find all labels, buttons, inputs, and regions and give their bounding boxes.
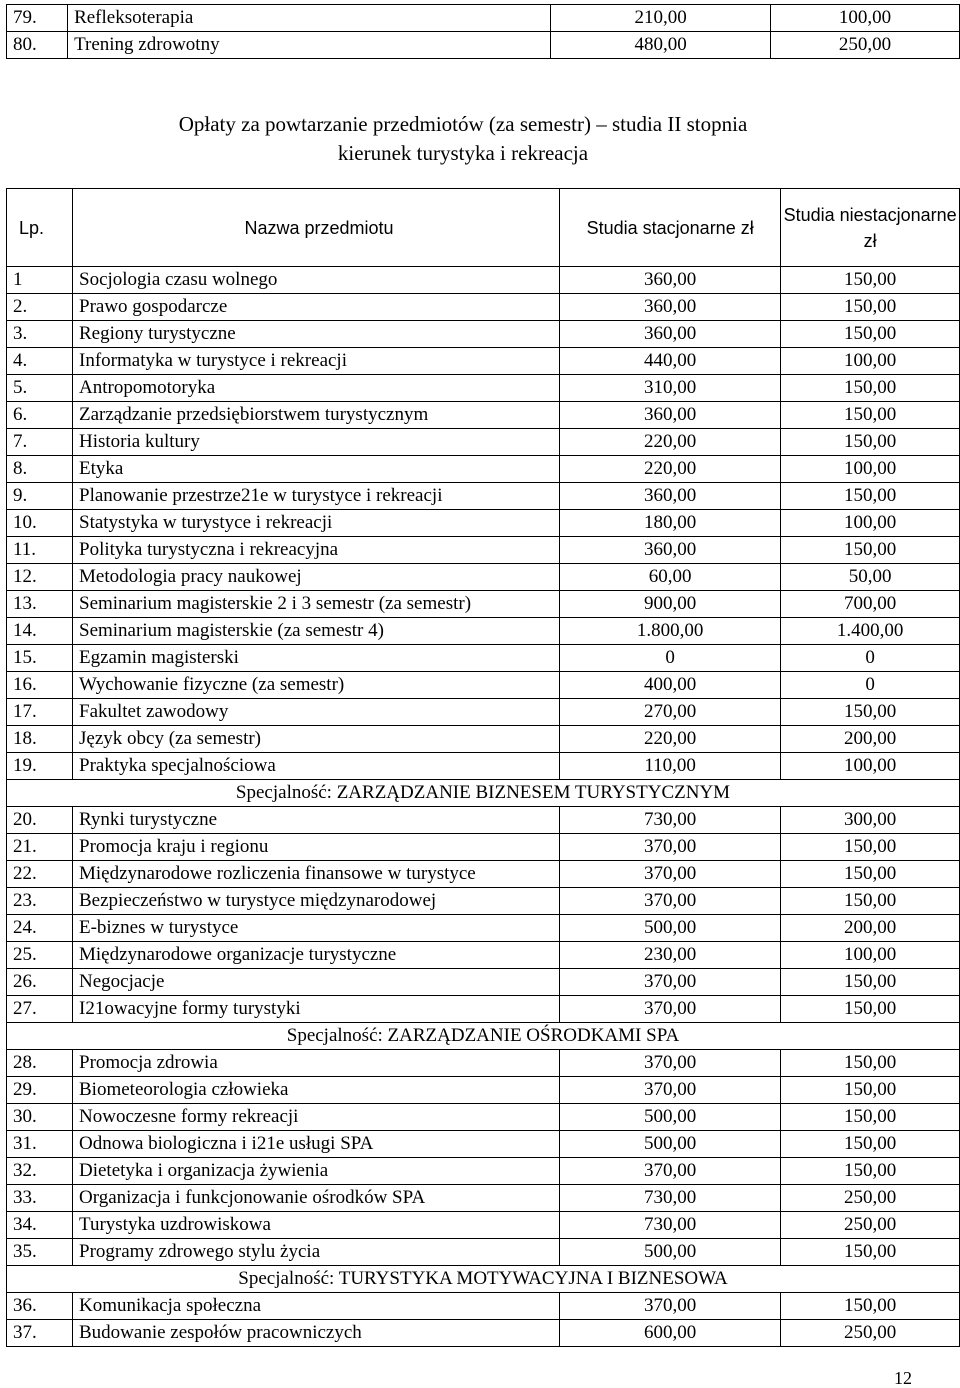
fee-stationary: 210,00 (551, 5, 771, 32)
fee-stationary: 310,00 (560, 375, 781, 402)
table-row (7, 32, 960, 59)
fee-non-stationary: 150,00 (781, 321, 960, 348)
fee-stationary: 0 (560, 645, 781, 672)
header-stationary: Studia stacjonarne zł (560, 189, 781, 267)
subject-name: Regiony turystyczne (73, 321, 560, 348)
fee-stationary: 370,00 (560, 1077, 781, 1104)
row-number: 33. (7, 1185, 73, 1212)
fee-non-stationary: 200,00 (781, 726, 960, 753)
row-number: 19. (7, 753, 73, 780)
fee-non-stationary: 150,00 (781, 402, 960, 429)
fee-stationary: 440,00 (560, 348, 781, 375)
fee-stationary: 360,00 (560, 294, 781, 321)
fee-stationary: 900,00 (560, 591, 781, 618)
table-row (7, 1212, 960, 1239)
fee-stationary: 60,00 (560, 564, 781, 591)
subject-name: Wychowanie fizyczne (za semestr) (73, 672, 560, 699)
fee-non-stationary: 150,00 (781, 1131, 960, 1158)
row-number: 23. (7, 888, 73, 915)
row-number: 9. (7, 483, 73, 510)
fee-non-stationary: 250,00 (771, 32, 960, 59)
fee-non-stationary: 50,00 (781, 564, 960, 591)
specialization-title: Specjalność: ZARZĄDZANIE OŚRODKAMI SPA (7, 1023, 960, 1050)
title-line-1: Opłaty za powtarzanie przedmiotów (za semestr) – studia II stopnia (178, 112, 748, 136)
table-row (7, 996, 960, 1023)
fee-stationary: 370,00 (560, 996, 781, 1023)
table-row (7, 672, 960, 699)
fee-stationary: 370,00 (560, 834, 781, 861)
row-number: 24. (7, 915, 73, 942)
fee-non-stationary: 250,00 (781, 1212, 960, 1239)
subject-name: Bezpieczeństwo w turystyce międzynarodowej (73, 888, 560, 915)
table-row (7, 807, 960, 834)
subject-name: Międzynarodowe organizacje turystyczne (73, 942, 560, 969)
row-number: 28. (7, 1050, 73, 1077)
table-row (7, 969, 960, 996)
subject-name: Planowanie przestrze21e w turystyce i rekreacji (73, 483, 560, 510)
fee-stationary: 370,00 (560, 1158, 781, 1185)
table-row (7, 861, 960, 888)
row-number: 18. (7, 726, 73, 753)
table-row (7, 348, 960, 375)
subject-name: Turystyka uzdrowiskowa (73, 1212, 560, 1239)
specialization-row (7, 1023, 960, 1050)
fee-non-stationary: 150,00 (781, 996, 960, 1023)
fee-stationary: 400,00 (560, 672, 781, 699)
subject-name: Nowoczesne formy rekreacji (73, 1104, 560, 1131)
fee-stationary: 730,00 (560, 807, 781, 834)
fee-stationary: 360,00 (560, 267, 781, 294)
specialization-title: Specjalność: TURYSTYKA MOTYWACYJNA I BIZNESOWA (7, 1266, 960, 1293)
subject-name: Praktyka specjalnościowa (73, 753, 560, 780)
row-number: 20. (7, 807, 73, 834)
row-number: 6. (7, 402, 73, 429)
fee-non-stationary: 0 (781, 645, 960, 672)
subject-name: Socjologia czasu wolnego (73, 267, 560, 294)
fee-non-stationary: 150,00 (781, 429, 960, 456)
row-number: 32. (7, 1158, 73, 1185)
row-number: 34. (7, 1212, 73, 1239)
fee-non-stationary: 0 (781, 672, 960, 699)
row-number: 11. (7, 537, 73, 564)
subject-name: Międzynarodowe rozliczenia finansowe w turystyce (73, 861, 560, 888)
specialization-row (7, 1266, 960, 1293)
row-number: 8. (7, 456, 73, 483)
fee-stationary: 500,00 (560, 1104, 781, 1131)
table-row (7, 321, 960, 348)
subject-name: Antropomotoryka (73, 375, 560, 402)
fee-non-stationary: 150,00 (781, 1104, 960, 1131)
fee-stationary: 360,00 (560, 537, 781, 564)
fee-non-stationary: 150,00 (781, 1077, 960, 1104)
subject-name: E-biznes w turystyce (73, 915, 560, 942)
table-row (7, 1050, 960, 1077)
fee-stationary: 730,00 (560, 1185, 781, 1212)
fee-non-stationary: 150,00 (781, 1293, 960, 1320)
fee-non-stationary: 150,00 (781, 1158, 960, 1185)
fee-non-stationary: 100,00 (781, 348, 960, 375)
fee-non-stationary: 150,00 (781, 861, 960, 888)
fee-non-stationary: 100,00 (781, 942, 960, 969)
fee-stationary: 600,00 (560, 1320, 781, 1347)
table-row (7, 726, 960, 753)
subject-name: Seminarium magisterskie (za semestr 4) (73, 618, 560, 645)
header-non-stationary: Studia niestacjonarne zł (781, 189, 960, 267)
subject-name: Język obcy (za semestr) (73, 726, 560, 753)
title-line-2: kierunek turystyka i rekreacja (337, 141, 589, 165)
row-number: 3. (7, 321, 73, 348)
subject-name: Fakultet zawodowy (73, 699, 560, 726)
subject-name: Negocjacje (73, 969, 560, 996)
fee-non-stationary: 150,00 (781, 267, 960, 294)
subject-name: Statystyka w turystyce i rekreacji (73, 510, 560, 537)
fee-non-stationary: 100,00 (781, 753, 960, 780)
fee-stationary: 220,00 (560, 456, 781, 483)
fee-stationary: 480,00 (551, 32, 771, 59)
table-row (7, 834, 960, 861)
fee-non-stationary: 150,00 (781, 834, 960, 861)
table-row (7, 1077, 960, 1104)
table-row (7, 375, 960, 402)
fee-non-stationary: 150,00 (781, 888, 960, 915)
subject-name: Dietetyka i organizacja żywienia (73, 1158, 560, 1185)
header-name: Nazwa przedmiotu (73, 189, 560, 267)
table-row (7, 1131, 960, 1158)
table-row (7, 915, 960, 942)
row-number: 1 (7, 267, 73, 294)
fee-stationary: 360,00 (560, 321, 781, 348)
fee-stationary: 1.800,00 (560, 618, 781, 645)
row-number: 17. (7, 699, 73, 726)
fee-stationary: 370,00 (560, 1050, 781, 1077)
fee-non-stationary: 250,00 (781, 1320, 960, 1347)
row-number: 12. (7, 564, 73, 591)
fee-non-stationary: 1.400,00 (781, 618, 960, 645)
table-row (7, 1158, 960, 1185)
fee-stationary: 500,00 (560, 915, 781, 942)
fee-non-stationary: 150,00 (781, 483, 960, 510)
row-number: 21. (7, 834, 73, 861)
row-number: 15. (7, 645, 73, 672)
table-row (7, 645, 960, 672)
table-row (7, 537, 960, 564)
section-title (0, 110, 926, 168)
fee-stationary: 220,00 (560, 726, 781, 753)
fee-stationary: 370,00 (560, 861, 781, 888)
fee-stationary: 270,00 (560, 699, 781, 726)
fee-stationary: 220,00 (560, 429, 781, 456)
fee-stationary: 230,00 (560, 942, 781, 969)
table-row (7, 564, 960, 591)
table-row (7, 591, 960, 618)
header-lp: Lp. (7, 189, 73, 267)
table-row (7, 1293, 960, 1320)
fee-non-stationary: 100,00 (771, 5, 960, 32)
subject-name: Metodologia pracy naukowej (73, 564, 560, 591)
subject-name: Zarządzanie przedsiębiorstwem turystycznym (73, 402, 560, 429)
table-row (7, 1104, 960, 1131)
row-number: 35. (7, 1239, 73, 1266)
fee-non-stationary: 150,00 (781, 294, 960, 321)
row-number: 13. (7, 591, 73, 618)
fee-non-stationary: 150,00 (781, 1239, 960, 1266)
subject-name: Programy zdrowego stylu życia (73, 1239, 560, 1266)
subject-name: Polityka turystyczna i rekreacyjna (73, 537, 560, 564)
fee-non-stationary: 150,00 (781, 537, 960, 564)
fee-stationary: 180,00 (560, 510, 781, 537)
specialization-row (7, 780, 960, 807)
row-number: 79. (7, 5, 68, 32)
fee-stationary: 360,00 (560, 402, 781, 429)
page-number: 12 (894, 1368, 912, 1388)
row-number: 10. (7, 510, 73, 537)
fee-non-stationary: 250,00 (781, 1185, 960, 1212)
table-row (7, 1320, 960, 1347)
table-row (7, 618, 960, 645)
fee-non-stationary: 150,00 (781, 375, 960, 402)
subject-name: Egzamin magisterski (73, 645, 560, 672)
fee-stationary: 730,00 (560, 1212, 781, 1239)
row-number: 7. (7, 429, 73, 456)
continuation-table (6, 4, 960, 59)
table-row (7, 942, 960, 969)
subject-name: Odnowa biologiczna i i21e usługi SPA (73, 1131, 560, 1158)
subject-name: Refleksoterapia (68, 5, 551, 32)
subject-name: Promocja zdrowia (73, 1050, 560, 1077)
table-row (7, 5, 960, 32)
fees-table (6, 188, 960, 1347)
subject-name: Trening zdrowotny (68, 32, 551, 59)
row-number: 36. (7, 1293, 73, 1320)
table-row (7, 699, 960, 726)
row-number: 26. (7, 969, 73, 996)
subject-name: Organizacja i funkcjonowanie ośrodków SPA (73, 1185, 560, 1212)
fee-stationary: 500,00 (560, 1239, 781, 1266)
fee-non-stationary: 150,00 (781, 1050, 960, 1077)
table-header-row (7, 189, 960, 267)
subject-name: Prawo gospodarcze (73, 294, 560, 321)
fee-non-stationary: 100,00 (781, 456, 960, 483)
row-number: 22. (7, 861, 73, 888)
specialization-title: Specjalność: ZARZĄDZANIE BIZNESEM TURYSTYCZNYM (7, 780, 960, 807)
table-row (7, 510, 960, 537)
row-number: 37. (7, 1320, 73, 1347)
table-row (7, 456, 960, 483)
row-number: 16. (7, 672, 73, 699)
fee-stationary: 370,00 (560, 1293, 781, 1320)
row-number: 2. (7, 294, 73, 321)
subject-name: Promocja kraju i regionu (73, 834, 560, 861)
fee-stationary: 370,00 (560, 888, 781, 915)
fee-non-stationary: 150,00 (781, 969, 960, 996)
table-row (7, 402, 960, 429)
subject-name: Komunikacja społeczna (73, 1293, 560, 1320)
row-number: 4. (7, 348, 73, 375)
row-number: 80. (7, 32, 68, 59)
row-number: 30. (7, 1104, 73, 1131)
subject-name: Biometeorologia człowieka (73, 1077, 560, 1104)
fee-non-stationary: 100,00 (781, 510, 960, 537)
table-row (7, 753, 960, 780)
table-row (7, 483, 960, 510)
subject-name: Seminarium magisterskie 2 i 3 semestr (za semestr) (73, 591, 560, 618)
row-number: 25. (7, 942, 73, 969)
table-row (7, 1185, 960, 1212)
fee-stationary: 500,00 (560, 1131, 781, 1158)
fee-non-stationary: 700,00 (781, 591, 960, 618)
table-row (7, 294, 960, 321)
row-number: 31. (7, 1131, 73, 1158)
row-number: 5. (7, 375, 73, 402)
row-number: 14. (7, 618, 73, 645)
row-number: 27. (7, 996, 73, 1023)
table-row (7, 1239, 960, 1266)
subject-name: Informatyka w turystyce i rekreacji (73, 348, 560, 375)
fee-non-stationary: 300,00 (781, 807, 960, 834)
table-row (7, 888, 960, 915)
subject-name: I21owacyjne formy turystyki (73, 996, 560, 1023)
fee-non-stationary: 150,00 (781, 699, 960, 726)
fee-non-stationary: 200,00 (781, 915, 960, 942)
subject-name: Historia kultury (73, 429, 560, 456)
fee-stationary: 360,00 (560, 483, 781, 510)
table-row (7, 267, 960, 294)
fee-stationary: 370,00 (560, 969, 781, 996)
subject-name: Etyka (73, 456, 560, 483)
subject-name: Budowanie zespołów pracowniczych (73, 1320, 560, 1347)
row-number: 29. (7, 1077, 73, 1104)
fee-stationary: 110,00 (560, 753, 781, 780)
subject-name: Rynki turystyczne (73, 807, 560, 834)
table-row (7, 429, 960, 456)
